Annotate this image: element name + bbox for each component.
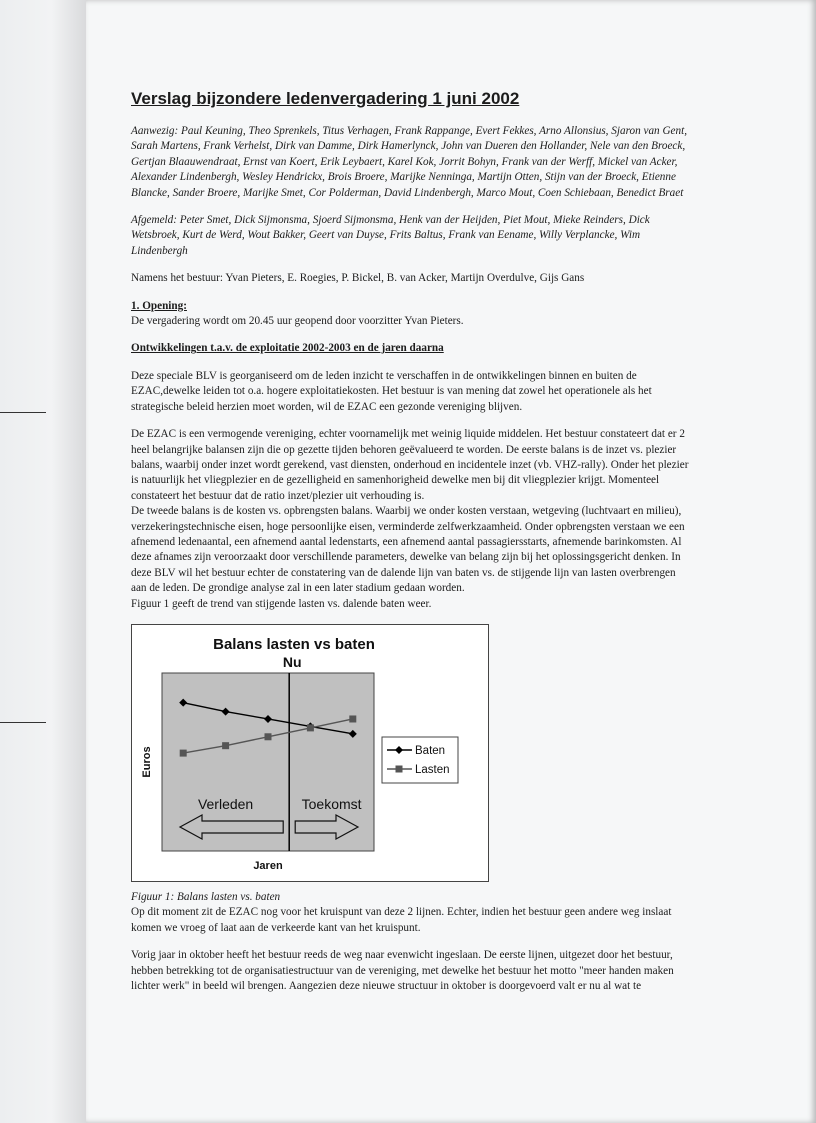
data-point-lasten bbox=[265, 733, 272, 740]
attendees-absent: Afgemeld: Peter Smet, Dick Sijmonsma, Sjoerd Sijmonsma, Henk van der Heijden, Piet Mout, Mieke Reinders, Dick Wetsbroek, Kurt de Werd, Wout Bakker, Geert van Duyse, Frits Baltus, Frank van Eename, Willy Verplancke, Wim Lindenbergh bbox=[131, 214, 650, 257]
data-point-lasten bbox=[349, 715, 356, 722]
paragraph-3: De tweede balans is de kosten vs. opbrengsten balans. Waarbij we onder kosten verstaan, wetgeving (luchtvaart en milieu), verzekeringstechnische eisen, hoge persoonlijke eisen, verminderde zelfwerkzaamheid. Onder opbrengsten verstaan we een afnemend ledenaantal, een afnemend aantal ledenstarts, een afnemend aantal passagiersstarts, afnemende barinkomsten. Al deze afnames zijn veroorzaakt door verschillende parameters, dewelke van belang zijn bij het oplossingsgericht denken. In deze BLV wil het bestuur echter de constatering van de dalende lijn van baten vs. de stijgende lijn van lasten overbrengen aan de leden. De grondige analyse zal in een later stadium gedaan worden. bbox=[131, 505, 685, 595]
section-heading: Ontwikkelingen t.a.v. de exploitatie 2002-2003 en de jaren daarna bbox=[131, 342, 444, 355]
paragraph-2: De EZAC is een vermogende vereniging, echter voornamelijk met weinig liquide middelen. Het bestuur constateert dat er 2 heel belangrijke balansen zijn die op gezette tijden behoren geëvalueerd te worden. De eerste balans is de inzet vs. plezier balans, waarbij onder inzet wordt gerekend, vast diensten, onderhoud en incidentele inzet (vb. VHZ-rally). Onder het plezier is natuurlijk het vliegplezier en de gezelligheid en samenhorigheid dewelke men bij dit vliegplezier krijgt. Momenteel constateert het bestuur dat de ratio inzet/plezier uit verhouding is. bbox=[131, 428, 689, 502]
legend-label-baten: Baten bbox=[415, 744, 446, 757]
figure-caption: Figuur 1: Balans lasten vs. baten bbox=[131, 890, 281, 903]
legend-box bbox=[382, 737, 458, 783]
opening-heading: 1. Opening: bbox=[131, 299, 187, 312]
previous-page-edge bbox=[0, 0, 86, 1123]
x-axis-label: Jaren bbox=[253, 859, 283, 872]
opening-text: De vergadering wordt om 20.45 uur geopend door voorzitter Yvan Pieters. bbox=[131, 315, 464, 328]
future-arrow-label: Toekomst bbox=[301, 795, 362, 812]
past-arrow-label: Verleden bbox=[197, 795, 254, 812]
data-point-lasten bbox=[307, 724, 314, 731]
data-point-lasten bbox=[222, 742, 229, 749]
board-members: Namens het bestuur: Yvan Pieters, E. Roegies, P. Bickel, B. van Acker, Martijn Overdulve, Gijs Gans bbox=[131, 272, 585, 285]
paragraph-4: Figuur 1 geeft de trend van stijgende lasten vs. dalende baten weer. bbox=[131, 597, 432, 610]
legend-label-lasten: Lasten bbox=[415, 763, 450, 776]
page-edge-rule bbox=[0, 722, 46, 723]
nu-label: Nu bbox=[282, 653, 302, 670]
data-point-lasten bbox=[180, 750, 187, 757]
legend-marker-lasten bbox=[396, 765, 403, 772]
paragraph-6: Vorig jaar in oktober heeft het bestuur reeds de weg naar evenwicht ingeslaan. De eerste lijnen, uitgezet door het bestuur, hebben betrekking tot de organisatiestructuur van de vereniging, met dewelke het bestuur het motto "meer handen maken lichter werk" in beeld wil brengen. Aangezien deze nieuwe structuur in oktober is doorgevoerd valt er nu al wat te bbox=[131, 949, 674, 992]
attendees-present: Aanwezig: Paul Keuning, Theo Sprenkels, Titus Verhagen, Frank Rappange, Evert Fekkes, Arno Allonsius, Sjaron van Gent, Sarah Martens, Frank Verhelst, Dirk van Damme, Dirk Hamerlynck, John van Dueren den Hollander, Nele van den Broeck, Gertjan Blaauwendraat, Ernst van Koert, Erik Leybaert, Karel Kok, Jorrit Bohyn, Frank van der Werff, Mickel van Acker, Alexander Lindenbergh, Wesley Hendrickx, Brois Broere, Marijke Nenninga, Martijn Otten, Stijn van der Broeck, Etienne Blancke, Sander Broere, Marijke Smet, Cor Polderman, David Lindenbergh, Marco Mout, Coen Schiebaan, Benedict Braet bbox=[131, 125, 687, 199]
chart-title: Balans lasten vs baten bbox=[213, 635, 375, 653]
paragraph-5: Op dit moment zit de EZAC nog voor het kruispunt van deze 2 lijnen. Echter, indien het bestuur geen andere weg inslaat komen we vroeg of laat aan de verkeerde kant van het kruispunt. bbox=[131, 906, 672, 934]
paragraph-1: Deze speciale BLV is georganiseerd om de leden inzicht te verschaffen in de ontwikkelingen binnen en buiten de EZAC,dewelke leiden tot o.a. hogere exploitatiekosten. Het bestuur is van mening dat zowel het operationele als het strategische beleid herzien moet worden, wil de EZAC een gezonde vereniging blijven. bbox=[131, 369, 652, 413]
document-page bbox=[86, 0, 816, 1123]
y-axis-label: Euros bbox=[141, 746, 153, 778]
document-title: Verslag bijzondere ledenvergadering 1 juni 2002 bbox=[131, 89, 520, 108]
page-edge-rule bbox=[0, 412, 46, 413]
chart-svg bbox=[132, 625, 488, 881]
figure-chart bbox=[131, 624, 489, 882]
document-content bbox=[131, 88, 691, 1006]
plot-area bbox=[162, 673, 374, 851]
